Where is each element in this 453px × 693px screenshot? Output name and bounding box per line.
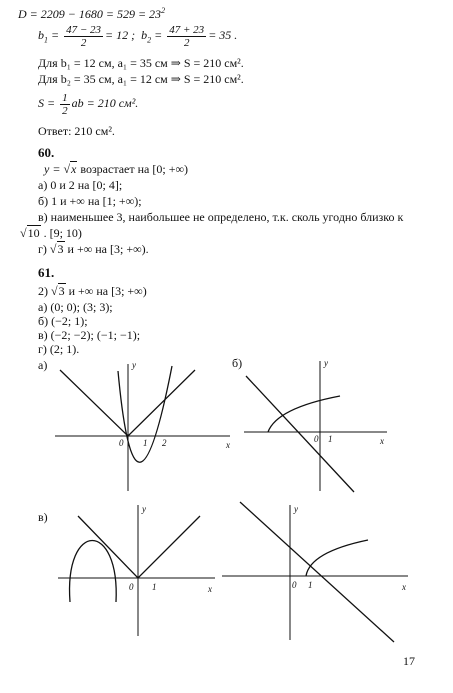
- graph-v-x-label: x: [208, 584, 212, 594]
- problem-61-b: б) (−2; 1);: [38, 314, 88, 328]
- graph-v-semicircle: [70, 541, 117, 603]
- graph-b: [232, 356, 392, 496]
- case-b2-line: Для b₂ = 35 см, a₁ = 12 см ⇒ S = 210 см².: [38, 72, 244, 86]
- page-number: 17: [403, 654, 415, 668]
- problem-61-d: г) (2; 1).: [38, 342, 80, 356]
- problem-61-a: а) (0; 0); (3; 3);: [38, 300, 113, 314]
- b1-fraction: $\frac{47 - 23}{2}$: [66, 23, 102, 49]
- problem-60-b: б) 1 и +∞ на [1; +∞);: [38, 194, 142, 208]
- graph-b-root-curve: [268, 396, 340, 432]
- graph-v-tick-1: 1: [152, 582, 157, 592]
- graph-g-y-label: y: [294, 504, 298, 514]
- graph-v-origin: 0: [129, 582, 134, 592]
- problem-61-c: в) (−2; −2); (−1; −1);: [38, 328, 141, 342]
- graph-v-abs-line: [78, 516, 200, 578]
- problem-60-function: y = √x возрастает на [0; +∞): [44, 162, 189, 176]
- graph-g-line: [240, 502, 394, 642]
- problem-60-number: 60.: [38, 145, 55, 160]
- graph-b-y-label: y: [324, 358, 328, 368]
- graph-a-tick-2: 2: [162, 438, 167, 448]
- graph-a-x-label: x: [226, 440, 230, 450]
- graph-b-origin: 0: [314, 434, 319, 444]
- graph-b-line: [246, 376, 354, 492]
- graph-a-origin: 0: [119, 438, 124, 448]
- problem-60-c-cont: √10 . [9; 10): [20, 226, 82, 240]
- graph-v-y-label: y: [142, 504, 146, 514]
- problem-61-line2: 2) √3 и +∞ на [3; +∞): [38, 284, 147, 298]
- graph-a-tick-1: 1: [143, 438, 148, 448]
- problem-60-c: в) наименьшее 3, наибольшее не определено, т.к. сколь угодно близко к: [38, 210, 404, 224]
- graph-a-y-label: y: [132, 360, 136, 370]
- graph-g-tick-1: 1: [308, 580, 313, 590]
- graph-a-label: а): [38, 358, 48, 372]
- graph-a: [40, 356, 243, 496]
- graph-g: [218, 500, 418, 645]
- graph-g-origin: 0: [292, 580, 297, 590]
- graph-g-x-label: x: [402, 582, 406, 592]
- problem-60-d: г) √3 и +∞ на [3; +∞).: [38, 242, 149, 256]
- problem-61-number: 61.: [38, 265, 55, 280]
- half-fraction: $\frac{1}{2}$: [62, 91, 68, 117]
- graph-b-label: б): [232, 356, 243, 370]
- b-roots-line: $b_1$ = $\frac{47 - 23}{2}$ = 12 ; $b_2$ = $\frac{47 + 23}{2}$ = 35 .: [38, 23, 238, 49]
- b2-fraction: $\frac{47 + 23}{2}$: [169, 23, 205, 49]
- graph-b-tick-1: 1: [328, 434, 333, 444]
- discriminant-line: $D = 2209 - 1680 = 529 = 23^2$: [18, 6, 166, 21]
- area-formula: S = $\frac{1}{2}$ ab = 210 см².: [38, 91, 139, 117]
- case-b1-line: Для b₁ = 12 см, a₁ = 35 см ⇒ S = 210 см².: [38, 56, 244, 70]
- answer-line: Ответ: 210 см².: [38, 124, 115, 138]
- graph-v: [50, 500, 230, 640]
- graph-v-label: в): [38, 510, 48, 524]
- problem-60-a: а) 0 и 2 на [0; 4];: [38, 178, 123, 192]
- graph-b-x-label: x: [380, 436, 384, 446]
